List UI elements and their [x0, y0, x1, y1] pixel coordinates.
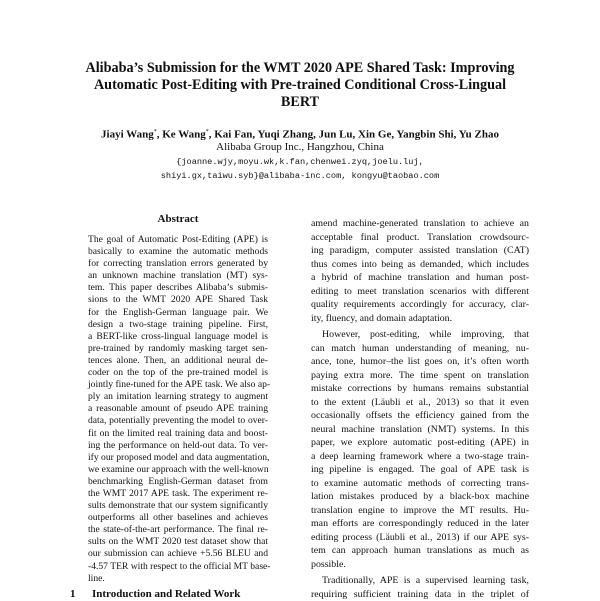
body-line: ance, tone, humor–the list goes on, it’s often worth	[311, 355, 529, 369]
abstract-line: ply an imitation learning strategy to augment	[88, 391, 268, 403]
body-line: Traditionally, APE is a supervised learning task,	[311, 574, 529, 588]
author-name: Yangbin Shi	[396, 129, 453, 141]
abstract-line: tences alone. Then, an additional neural de-	[88, 355, 268, 367]
title-line: BERT	[60, 94, 540, 111]
body-line: editing to meet translation scenarios with different	[311, 285, 529, 299]
abstract-line: -4.57 TER with respect to the official MT base-	[88, 561, 268, 573]
body-line: to examine automatic methods of correcting trans-	[311, 477, 529, 491]
body-line: to the extent (Läubli et al., 2013) so that it even	[311, 396, 529, 410]
author-name: Ke Wang	[162, 129, 206, 141]
abstract-line: line.	[88, 573, 268, 585]
body-line: tem can approach human translations as much as	[311, 544, 529, 558]
abstract-line: fit on the limited real training data and boost-	[88, 428, 268, 440]
email-list	[40, 155, 560, 183]
author-name: Yuqi Zhang	[258, 129, 314, 141]
author-list: Jiayi Wang*, Ke Wang*, Kai Fan, Yuqi Zhang, Jun Lu, Xin Ge, Yangbin Shi, Yu Zhao	[40, 125, 560, 142]
abstract-line: coder on the top of the pre-trained model is	[88, 367, 268, 379]
body-line: acceptable final product. Translation crowdsourc-	[311, 231, 529, 245]
body-line: a hybrid of machine translation and human post-	[311, 271, 529, 285]
abstract-line: pre-trained by randomly masking target sen-	[88, 343, 268, 355]
body-line: paper, we explore automatic post-editing (APE) in	[311, 436, 529, 450]
body-line: a deep learning framework where a two-stage train-	[311, 450, 529, 464]
abstract-line: sults demonstrate that our system significantly	[88, 500, 268, 512]
abstract-line: for the English-German language pair. We	[88, 307, 268, 319]
paper-title	[60, 60, 540, 111]
body-line: editing process (Läubli et al., 2013) if our APE sys-	[311, 531, 529, 545]
body-line: neural machine translation (NMT) systems. In this	[311, 423, 529, 437]
body-line: man efforts are correspondingly reduced in the later	[311, 517, 529, 531]
abstract-line: we examine our approach with the well-known	[88, 464, 268, 476]
section-heading	[70, 588, 290, 600]
body-line: ity, fluency, and domain adaptation.	[311, 312, 529, 326]
abstract-line: sions to the WMT 2020 APE Shared Task	[88, 294, 268, 306]
abstract-line: jointly fine-tuned for the APE task. We also ap-	[88, 379, 268, 391]
abstract-line: tem. This paper describes Alibaba’s submis-	[88, 282, 268, 294]
abstract-line: our submission can achieve +5.56 BLEU and	[88, 548, 268, 560]
author-mark: *	[206, 129, 209, 135]
abstract-line: data, potentially preventing the model to over-	[88, 415, 268, 427]
author-mark: *	[154, 129, 157, 135]
abstract-line: a BERT-like cross-lingual language model is	[88, 331, 268, 343]
author-name: Xin Ge	[358, 129, 391, 141]
body-line: paying extra more. The time spent on translation	[311, 369, 529, 383]
abstract-body	[88, 234, 268, 585]
title-line: Alibaba’s Submission for the WMT 2020 APE Shared Task: Improving	[60, 60, 540, 77]
author-name: Jiayi Wang	[101, 129, 154, 141]
title-line: Automatic Post-Editing with Pre-trained Conditional Cross-Lingual	[60, 77, 540, 94]
body-line: requiring sufficient training data in the triplet of	[311, 588, 529, 601]
abstract-heading: Abstract	[88, 213, 268, 225]
body-line: amend machine-generated translation to achieve an	[311, 217, 529, 231]
abstract-line: ing the performance on held-out data. To ver-	[88, 440, 268, 452]
body-line: occasionally offsets the efficiency gained from the	[311, 409, 529, 423]
abstract-line: ify our proposed model and data augmentation,	[88, 452, 268, 464]
abstract-line: an unknown machine translation (MT) sys-	[88, 270, 268, 282]
right-column-text	[311, 217, 529, 601]
abstract-line: sults on the WMT 2020 test dataset show that	[88, 536, 268, 548]
email-line: shiyi.gx,taiwu.syb}@alibaba-inc.com, kongyu@taobao.com	[40, 169, 560, 183]
body-line: can match human understanding of meaning, nu-	[311, 342, 529, 356]
body-line: thus comes into being as demanded, which includes	[311, 258, 529, 272]
abstract-line: the state-of-the-art performance. The final re-	[88, 524, 268, 536]
body-line: mistake corrections by humans remains substantial	[311, 382, 529, 396]
abstract-line: design a two-stage training pipeline. First,	[88, 319, 268, 331]
abstract-line: for correcting translation errors generated by	[88, 258, 268, 270]
section-title: Introduction and Related Work	[92, 588, 240, 600]
abstract-line: basically to examine the automatic methods	[88, 246, 268, 258]
body-line: However, post-editing, while improving, that	[311, 328, 529, 342]
body-line: translation engine to improve the MT results. Hu-	[311, 504, 529, 518]
abstract-line: benchmarking English-German dataset from	[88, 476, 268, 488]
abstract-line: outperforms all other baselines and achieves	[88, 512, 268, 524]
body-line: ing paradigm, computer assisted translation (CAT)	[311, 244, 529, 258]
abstract-line: The goal of Automatic Post-Editing (APE) is	[88, 234, 268, 246]
body-line: ing pipeline is engaged. The goal of APE task is	[311, 463, 529, 477]
author-name: Jun Lu	[319, 129, 353, 141]
body-line: quality requirements accordingly for accuracy, clar-	[311, 298, 529, 312]
email-line: {joanne.wjy,moyu.wk,k.fan,chenwei.zyq,joelu.luj,	[40, 155, 560, 169]
author-name: Yu Zhao	[459, 129, 499, 141]
body-line: possible.	[311, 558, 529, 572]
author-name: Kai Fan	[214, 129, 252, 141]
body-line: lation mistakes produced by a black-box machine	[311, 490, 529, 504]
abstract-line: a reasonable amount of pseudo APE training	[88, 403, 268, 415]
section-number: 1	[70, 588, 92, 600]
affiliation: Alibaba Group Inc., Hangzhou, China	[40, 140, 560, 154]
abstract-line: the WMT 2017 APE task. The experiment re-	[88, 488, 268, 500]
